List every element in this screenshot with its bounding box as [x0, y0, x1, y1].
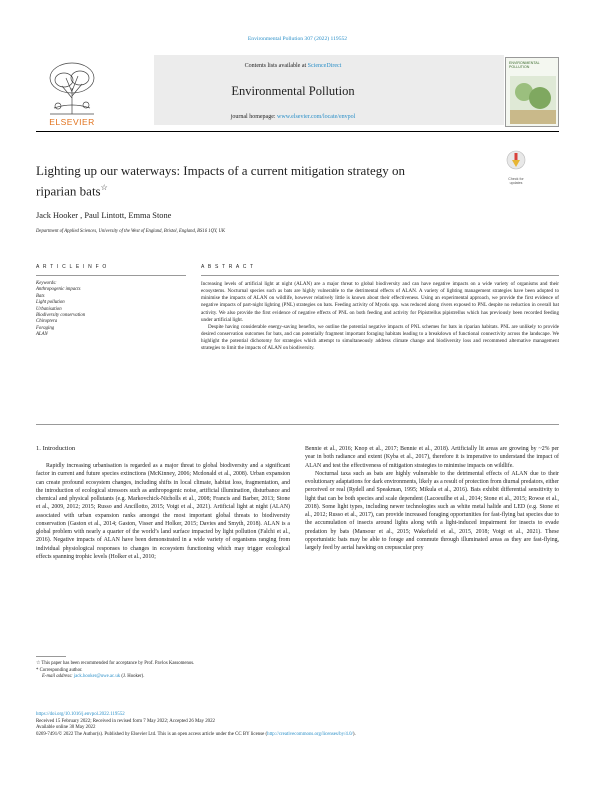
license-link[interactable]: http://creativecommons.org/licenses/by/4.0/	[267, 731, 353, 737]
keyword-item: ALAN	[36, 332, 48, 338]
body-right-column	[305, 445, 559, 552]
keyword-item: Biodiversity conservation	[36, 313, 86, 319]
license-suffix: ).	[352, 731, 356, 737]
keywords-block	[36, 281, 186, 339]
article-info-rule	[36, 275, 186, 276]
sciencedirect-link[interactable]: ScienceDirect	[307, 63, 342, 69]
abstract-bottom-rule	[36, 424, 559, 425]
journal-title: Environmental Pollution	[231, 84, 355, 98]
email-link[interactable]: jack.hooker@uwe.ac.uk	[73, 674, 121, 680]
title-line-1: Lighting up our waterways: Impacts of a current mitigation strategy on	[36, 163, 405, 178]
intro-paragraph-2: Nocturnal taxa such as bats are highly vulnerable to the detrimental effects of ALAN due to their evolutionary adaptations for dark environments, likely as a result of protection from diurnal predators, either perceived or real (Rydell and Speakman, 1995; Mikula et al., 2016). Bats exhibit differential sensitivity to light that can be both species and scale dependent (Lacoeuilhe et al., 2014; Stone et al., 2015; Rowse et al., 2018). Some light types, including newer technologies such as white metal halide and LED (e.g. Stone et al., 2012; Russo et al., 2017), can provide increased foraging opportunities for fast-flying bat species due to the accumulation of insects around lights along with a light-induced impairment for insects to evade predation by bats (Mansour et al., 2015; Wakefield et al., 2015, 2018; Voigt et al., 2021). These opportunistic bats may be able to forage and commute through illuminated areas as they are fast-flying, largely feed by aerial hawking on crepuscular prey	[305, 470, 559, 551]
license-line	[36, 732, 559, 739]
journal-cover-thumbnail	[505, 57, 559, 127]
elsevier-tree-logo	[36, 58, 108, 124]
homepage-link[interactable]: www.elsevier.com/locate/envpol	[277, 114, 356, 120]
journal-reference-link[interactable]: Environmental Pollution 307 (2022) 119552	[247, 36, 348, 42]
title-line-2: riparian bats	[36, 182, 101, 198]
affiliation: Department of Applied Sciences, University of the West of England, Bristol, England, BS16 1QY, UK	[36, 229, 226, 234]
license-prefix: 0269-7491/© 2022 The Author(s). Published by Elsevier Ltd. This is an open access article under the CC BY license (	[36, 731, 268, 737]
doi-link[interactable]: https://doi.org/10.1016/j.envpol.2022.119552	[36, 712, 125, 717]
online-date: Available online 30 May 2022	[36, 725, 96, 731]
keyword-item: Anthropogenic impacts	[36, 287, 81, 293]
elsevier-wordmark: ELSEVIER	[49, 117, 95, 127]
abstract-body	[201, 281, 559, 353]
abstract-rule	[201, 275, 559, 276]
abstract-heading: A B S T R A C T	[201, 264, 255, 270]
intro-paragraph-1: Rapidly increasing urbanisation is regarded as a major threat to global biodiversity and a significant factor in current and future species extinctions (McKinney, 2006; Mcdonald et al., 2008). Urban expansion can create profound ecosystem changes, including shifts in local climate, habitat loss, fragmentation, and the introduction of ecological stressors such as anthropogenic noise, artificial illumination, disturbance and chemical and physical pollutants (e.g. Markovchick-Nicholls et al., 2008; Francis and Barber, 2013; Stone et al., 2009, 2012; 2015; Russo and Ancillotto, 2015; Voigt et al., 2021). Artificial light at night (ALAN) associated with urban expansion ranks amongst the most important global threats to biodiversity conservation (Gaston et al., 2014; Gaston, Visser and Holker, 2015; Davies and Smyth, 2018). ALAN is a global problem with nearly a quarter of the world’s land surface impacted by light pollution (Falchi et al., 2016). Negative impacts of ALAN have been demonstrated in a wide variety of organisms ranging from individual physiological responses to changes in ecosystem functioning which may trigger ecological effects spanning trophic levels (Holker et al., 2010;	[36, 463, 290, 560]
email-suffix: (J. Hooker).	[120, 674, 145, 680]
article-info-heading: A R T I C L E I N F O	[36, 264, 108, 270]
body-left-column	[36, 462, 290, 561]
keyword-item: Urbanisation	[36, 306, 62, 312]
footnote-rule	[36, 656, 66, 657]
crossmark-label: Check for updates	[508, 177, 524, 185]
keyword-item: Chiroptera	[36, 319, 58, 325]
keyword-item: Light pollution	[36, 300, 65, 306]
received-dates: Received 15 February 2022; Received in revised form 7 May 2022; Accepted 26 May 2022	[36, 718, 216, 724]
article-history	[36, 712, 559, 738]
keyword-item: Foraging	[36, 325, 55, 331]
homepage-prefix: journal homepage:	[230, 114, 278, 120]
keyword-item: Bats	[36, 293, 45, 299]
intro-paragraph-1-continued: Bennie et al., 2016; Knop et al., 2017; Bennie et al., 2018). Artificially lit areas are growing by ~2% per year in both radiance and extent (Kyba et al., 2017), therefore it is imperative to understand the impact of ALAN and test the effectiveness of mitigation strategies to minimise impacts on wildlife.	[305, 446, 559, 469]
cover-title: ENVIRONMENTAL POLLUTION	[509, 61, 540, 69]
contents-prefix: Contents lists available at	[244, 63, 308, 69]
article-title	[36, 163, 466, 199]
check-for-updates-button[interactable]	[503, 150, 529, 185]
footnote-recommendation: ☆ This paper has been recommended for acceptance by Prof. Pavlos Kassomenos.	[36, 661, 195, 666]
journal-homepage-line	[118, 114, 468, 120]
contents-line	[118, 63, 468, 69]
keywords-label: Keywords:	[36, 281, 57, 286]
footnote-corresponding: * Corresponding author.	[36, 667, 83, 673]
email-label: E-mail address:	[42, 674, 74, 680]
abstract-paragraph-2: Despite having considerable energy-saving benefits, we outline the potential negative impacts of PNL schemes for bats in riparian habitats. PNL are unlikely to provide desired conservation outcomes for bats, and can potentially fragment important foraging habitats leading to a breakdown of functional connectivity across the landscape. We highlight the potential dichotomy for strategies which attempt to simultaneously address climate change and biodiversity loss and recommend alternative management strategies to limit the impacts of ALAN on biodiversity.	[201, 323, 559, 352]
title-footnote-mark[interactable]: ☆	[100, 182, 108, 192]
introduction-heading: 1. Introduction	[36, 445, 76, 452]
footnotes	[36, 661, 559, 681]
author-list: Jack Hooker , Paul Lintott, Emma Stone	[36, 211, 172, 220]
footnote-email	[36, 674, 559, 681]
abstract-paragraph-1: Increasing levels of artificial light at night (ALAN) are a major threat to global biodiversity and can have negative impacts on a wide variety of organisms and their ecosystems. Nocturnal species such as bats are highly vulnerable to the detrimental effects of ALAN. A variety of lighting management strategies have been adopted to minimise the impacts of ALAN on wildlife, however relatively little is known about their effectiveness. Using an experimental approach, we provide the first evidence of negative impacts of part-night lighting (PNL) strategies on bats. Feeding activity of Myotis spp. was reduced along rivers exposed to PNL despite no reduction in overall bat activity. We also provide the first evidence of negative effects of PNL on both feeding and activity for Pipistrellus pipistrellus which has previously been recorded feeding under artificial light.	[201, 281, 559, 323]
